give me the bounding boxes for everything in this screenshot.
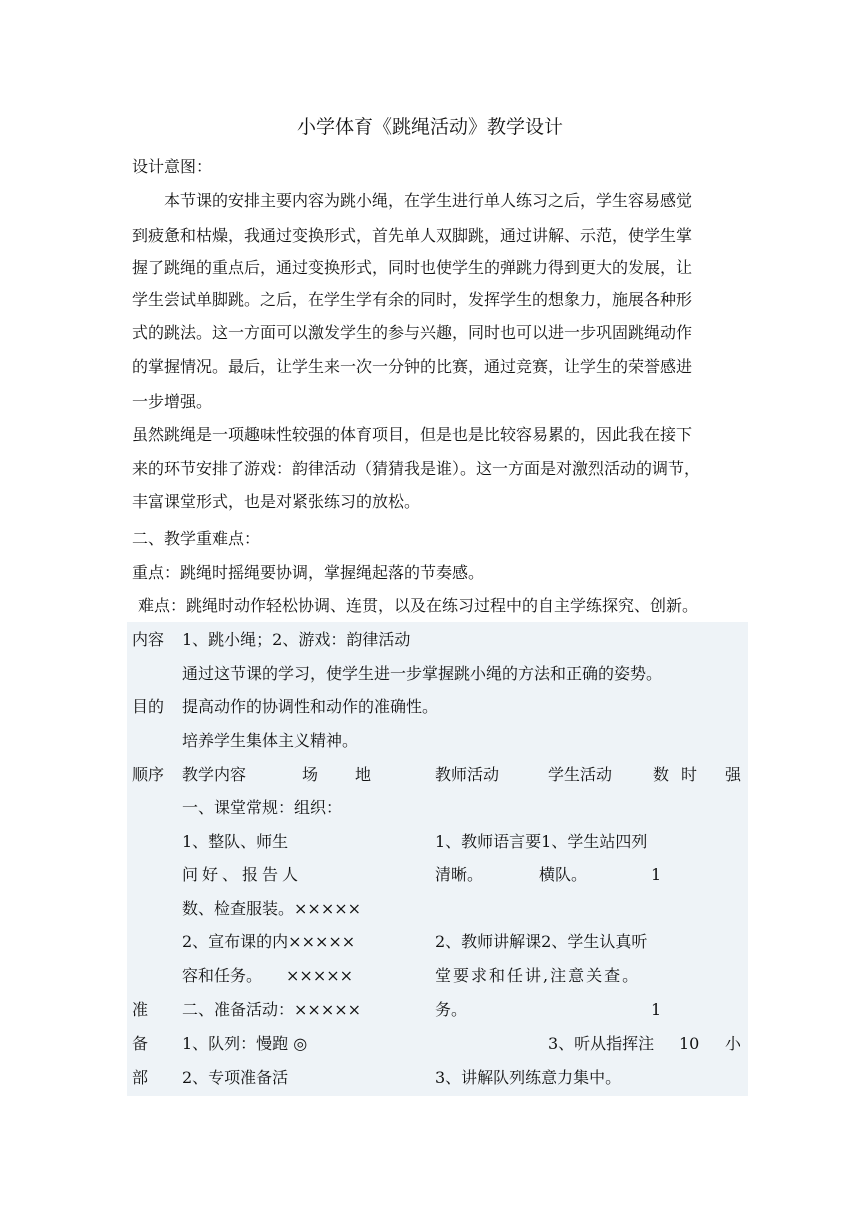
paragraph-line: 一步增强。 [132,392,213,411]
paragraph-line: 的掌握情况。最后，让学生来一次一分钟的比赛，通过竞赛，让学生的荣誉感进 [132,357,693,376]
key-point: 重点：跳绳时摇绳要协调，掌握绳起落的节奏感。 [132,563,485,582]
header-time: 时 [681,765,698,784]
content-line: 问好、报告人 [182,865,303,884]
header-count: 数 [653,765,670,784]
header-venue: 场 [302,765,319,784]
content-label: 内容 [132,630,165,649]
activity-line: 堂要求和任讲,注意关查。 [435,966,641,985]
activity-line: 务。 [435,1000,468,1019]
activity-line: 3、讲解队列练意力集中。 [435,1068,622,1087]
section-label-char: 准 [132,1000,149,1019]
activity-line: 1、教师语言要1、学生站四列 [435,832,648,851]
document-title: 小学体育《跳绳活动》教学设计 [296,116,563,138]
header-order: 顺序 [132,765,165,784]
count-value: 1 [651,1000,662,1019]
content-value: 1、跳小绳；2、游戏：韵律活动 [182,630,411,649]
difficult-point: 难点：跳绳时动作轻松协调、连贯，以及在练习过程中的自主学练探究、创新。 [138,596,699,615]
section-label-char: 部 [132,1068,149,1087]
header-teacher-activity: 教师活动 [435,765,500,784]
content-line: 一、课堂常规：组织： [182,798,343,817]
content-line: 数、检查服装。××××× [182,899,362,918]
paragraph-line: 到疲惫和枯燥，我通过变换形式，首先单人双脚跳，通过讲解、示范，使学生掌 [132,226,693,245]
content-line: 2、宣布课的内××××× [182,932,356,951]
section-label-char: 备 [132,1034,149,1053]
header-intensity: 强 [725,765,742,784]
content-line: 二、准备活动：××××× [182,1000,362,1019]
section-heading: 二、教学重难点： [132,529,261,548]
intensity-value: 小 [725,1034,742,1053]
header-venue: 地 [355,765,372,784]
paragraph-line: 式的跳法。这一方面可以激发学生的参与兴趣，同时也可以进一步巩固跳绳动作 [132,323,693,342]
paragraph-line: 丰富课堂形式，也是对紧张练习的放松。 [132,492,421,511]
paragraph-line: 握了跳绳的重点后，通过变换形式，同时也使学生的弹跳力得到更大的发展，让 [132,258,693,277]
paragraph-line: 虽然跳绳是一项趣味性较强的体育项目，但是也是比较容易累的，因此我在接下 [132,425,693,444]
paragraph-line: 本节课的安排主要内容为跳小绳，在学生进行单人练习之后，学生容易感觉 [164,191,693,210]
header-student-activity: 学生活动 [548,765,613,784]
goal-line: 提高动作的协调性和动作的准确性。 [182,697,439,716]
paragraph-line: 来的环节安排了游戏：韵律活动（猜猜我是谁）。这一方面是对激烈活动的调节， [132,459,701,478]
content-line: 1、队列：慢跑 ◎ [182,1034,308,1053]
lesson-table [127,622,748,1096]
goal-line: 通过这节课的学习，使学生进一步掌握跳小绳的方法和正确的姿势。 [182,664,663,683]
count-value: 1 [651,865,662,884]
time-value: 10 [679,1034,700,1053]
activity-line: 2、教师讲解课2、学生认真听 [435,932,648,951]
header-teaching-content: 教学内容 [182,765,247,784]
goal-label: 目的 [132,697,165,716]
content-line: 2、专项准备活 [182,1068,289,1087]
activity-line: 清晰。 横队。 [435,865,588,884]
content-line: 容和任务。 ××××× [182,966,354,985]
activity-line: 3、听从指挥注 [548,1034,655,1053]
paragraph-line: 学生尝试单脚跳。之后，在学生学有余的同时，发挥学生的想象力，施展各种形 [132,290,693,309]
design-intent-heading: 设计意图： [132,157,213,176]
content-line: 1、整队、师生 [182,832,289,851]
goal-line: 培养学生集体主义精神。 [182,731,359,750]
